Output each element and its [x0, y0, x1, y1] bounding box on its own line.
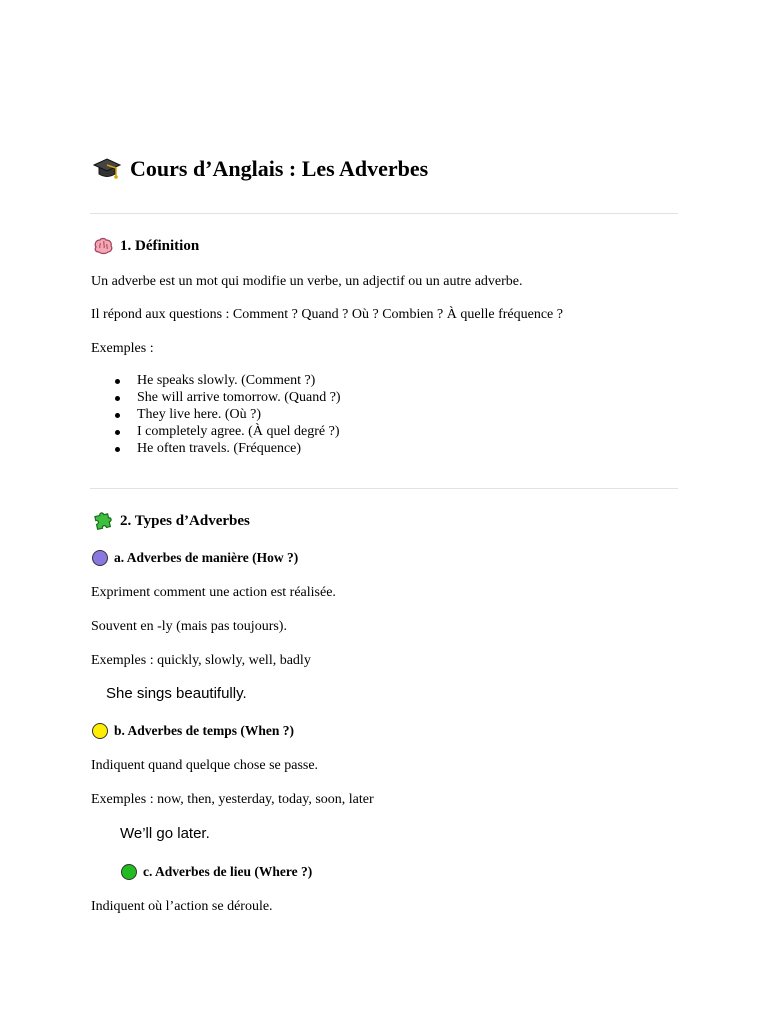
list-item: She will arrive tomorrow. (Quand ?) — [91, 389, 341, 406]
section-heading-text: 1. Définition — [120, 238, 200, 254]
manner-paragraph-1: Expriment comment une action est réalisée. — [91, 585, 336, 600]
section-heading-definition — [92, 235, 199, 257]
manner-sample-sentence: She sings beautifully. — [106, 685, 247, 702]
green-circle-icon — [121, 864, 137, 880]
examples-label: Exemples : — [91, 341, 154, 356]
manner-paragraph-2: Souvent en -ly (mais pas toujours). — [91, 619, 287, 634]
puzzle-piece-icon — [92, 510, 114, 532]
subheading-text: c. Adverbes de lieu (Where ?) — [143, 864, 313, 879]
section-heading-types — [92, 510, 250, 532]
examples-list — [91, 372, 341, 457]
subheading-text: b. Adverbes de temps (When ?) — [114, 723, 295, 738]
place-paragraph-1: Indiquent où l’action se déroule. — [91, 899, 273, 914]
time-examples: Exemples : now, then, yesterday, today, soon, later — [91, 792, 374, 807]
time-sample-sentence: We’ll go later. — [120, 825, 210, 842]
title-text: Cours d’Anglais : Les Adverbes — [130, 156, 429, 181]
page-title — [92, 152, 428, 186]
section-heading-text: 2. Types d’Adverbes — [120, 513, 250, 529]
divider — [90, 213, 678, 214]
list-item: He often travels. (Fréquence) — [91, 440, 341, 457]
subheading-manner — [92, 548, 298, 568]
brain-icon — [92, 235, 114, 257]
subheading-time — [92, 721, 294, 741]
definition-paragraph: Un adverbe est un mot qui modifie un verbe, un adjectif ou un autre adverbe. — [91, 274, 523, 289]
graduation-cap-icon — [92, 154, 122, 184]
list-item: He speaks slowly. (Comment ?) — [91, 372, 341, 389]
subheading-place — [121, 862, 312, 882]
yellow-circle-icon — [92, 723, 108, 739]
divider — [90, 488, 678, 489]
time-paragraph-1: Indiquent quand quelque chose se passe. — [91, 758, 319, 773]
subheading-text: a. Adverbes de manière (How ?) — [114, 550, 299, 565]
list-item: They live here. (Où ?) — [91, 406, 341, 423]
list-item: I completely agree. (À quel degré ?) — [91, 423, 341, 440]
purple-circle-icon — [92, 550, 108, 566]
manner-examples: Exemples : quickly, slowly, well, badly — [91, 653, 311, 668]
questions-paragraph: Il répond aux questions : Comment ? Quand ? Où ? Combien ? À quelle fréquence ? — [91, 307, 563, 322]
